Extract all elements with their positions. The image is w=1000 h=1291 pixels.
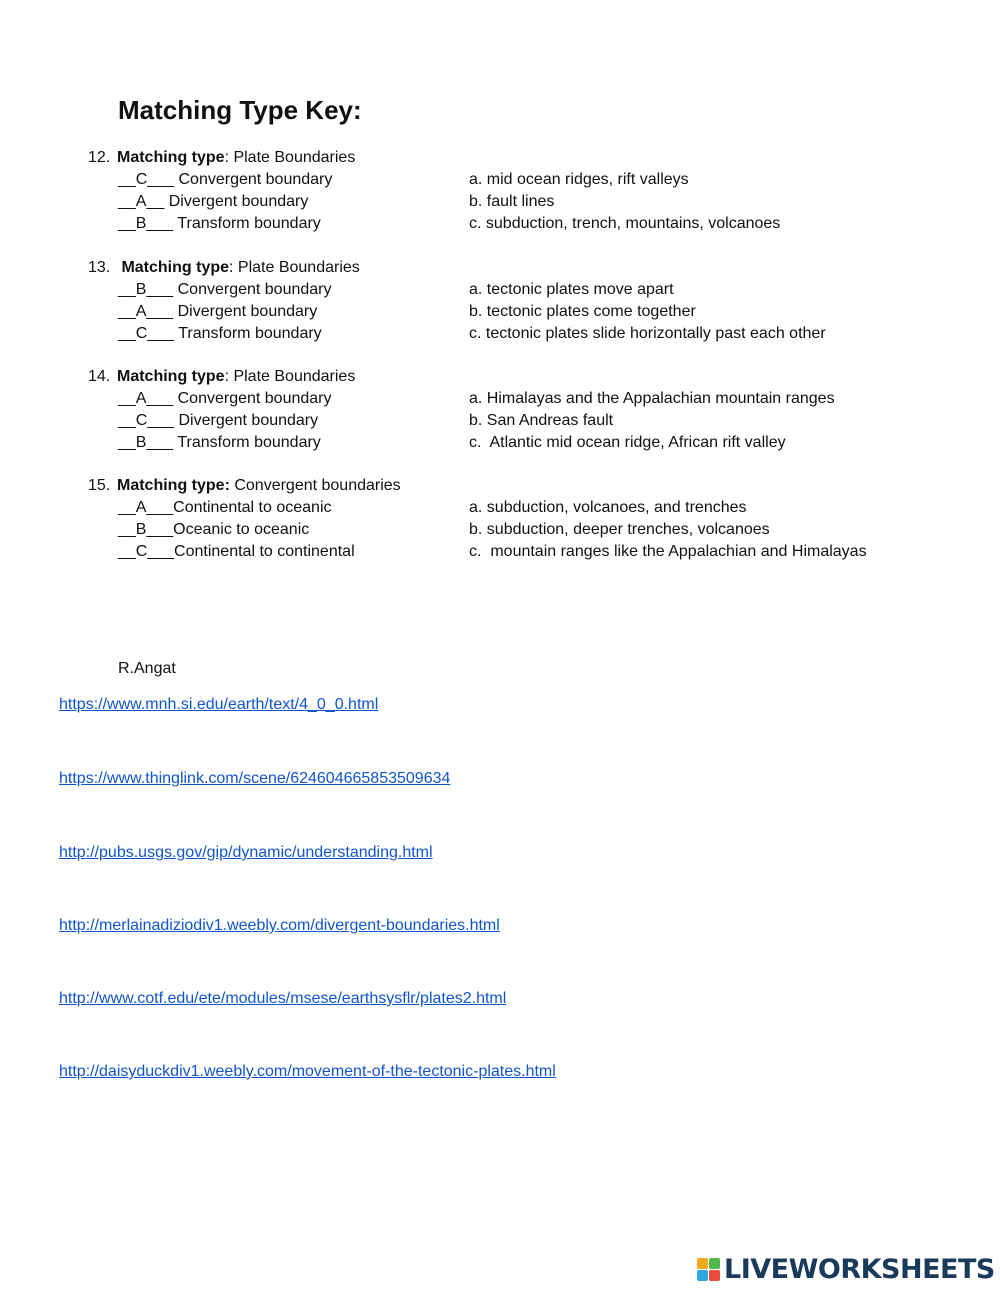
match-row: __C___Continental to continental [118, 543, 355, 560]
question-label: Matching type: [117, 477, 230, 494]
question-15-heading [88, 477, 401, 495]
question-number: 14. [88, 368, 111, 385]
reference-link-1[interactable]: https://www.mnh.si.edu/earth/text/4_0_0.html [59, 696, 379, 713]
match-row: __A___ Divergent boundary [118, 303, 318, 320]
question-topic: : Plate Boundaries [229, 259, 360, 276]
logo-block [697, 1270, 708, 1281]
question-label: Matching type [117, 149, 225, 166]
match-option: c. tectonic plates slide horizontally past each other [469, 325, 826, 342]
question-topic: Convergent boundaries [229, 477, 401, 494]
match-row: __A___Continental to oceanic [118, 499, 332, 516]
logo-block [709, 1258, 720, 1269]
logo-block [697, 1258, 708, 1269]
liveworksheets-logo [697, 1254, 995, 1285]
page-title: Matching Type Key: [118, 95, 362, 125]
match-option: b. tectonic plates come together [469, 303, 696, 320]
match-row: __A__ Divergent boundary [118, 193, 309, 210]
match-row: __C___ Divergent boundary [118, 412, 319, 429]
question-label: Matching type [117, 259, 230, 276]
match-row: __B___ Convergent boundary [118, 281, 332, 298]
match-option: c. mountain ranges like the Appalachian and Himalayas [469, 543, 867, 560]
question-number: 13. [88, 259, 111, 276]
match-option: b. subduction, deeper trenches, volcanoes [469, 521, 770, 538]
question-label: Matching type [117, 368, 225, 385]
match-option: b. fault lines [469, 193, 555, 210]
question-13-heading [88, 259, 360, 277]
match-option: a. mid ocean ridges, rift valleys [469, 171, 689, 188]
match-option: a. subduction, volcanoes, and trenches [469, 499, 747, 516]
question-number: 12. [88, 149, 111, 166]
reference-link-6[interactable]: http://daisyduckdiv1.weebly.com/movement-of-the-tectonic-plates.html [59, 1063, 556, 1080]
match-row: __B___ Transform boundary [118, 215, 321, 232]
match-option: c. Atlantic mid ocean ridge, African rift valley [469, 434, 786, 451]
question-topic: : Plate Boundaries [224, 368, 356, 385]
question-topic: : Plate Boundaries [224, 149, 356, 166]
reference-link-5[interactable]: http://www.cotf.edu/ete/modules/msese/earthsysflr/plates2.html [59, 990, 507, 1007]
author-name: R.Angat [118, 660, 176, 677]
question-number: 15. [88, 477, 111, 494]
match-row: __C___ Convergent boundary [118, 171, 333, 188]
question-14-heading [88, 368, 355, 386]
match-option: c. subduction, trench, mountains, volcanoes [469, 215, 781, 232]
question-12-heading [88, 149, 355, 167]
match-row: __B___Oceanic to oceanic [118, 521, 310, 538]
match-row: __B___ Transform boundary [118, 434, 321, 451]
reference-link-2[interactable]: https://www.thinglink.com/scene/624604665853509634 [59, 770, 451, 787]
reference-link-4[interactable]: http://merlainadiziodiv1.weebly.com/divergent-boundaries.html [59, 917, 500, 934]
match-option: b. San Andreas fault [469, 412, 614, 429]
logo-block [709, 1270, 720, 1281]
logo-blocks-icon [697, 1258, 720, 1281]
match-row: __A___ Convergent boundary [118, 390, 332, 407]
reference-link-3[interactable]: http://pubs.usgs.gov/gip/dynamic/understanding.html [59, 844, 433, 861]
logo-text: LIVEWORKSHEETS [724, 1254, 995, 1285]
match-option: a. tectonic plates move apart [469, 281, 674, 298]
match-option: a. Himalayas and the Appalachian mountain ranges [469, 390, 835, 407]
match-row: __C___ Transform boundary [118, 325, 322, 342]
